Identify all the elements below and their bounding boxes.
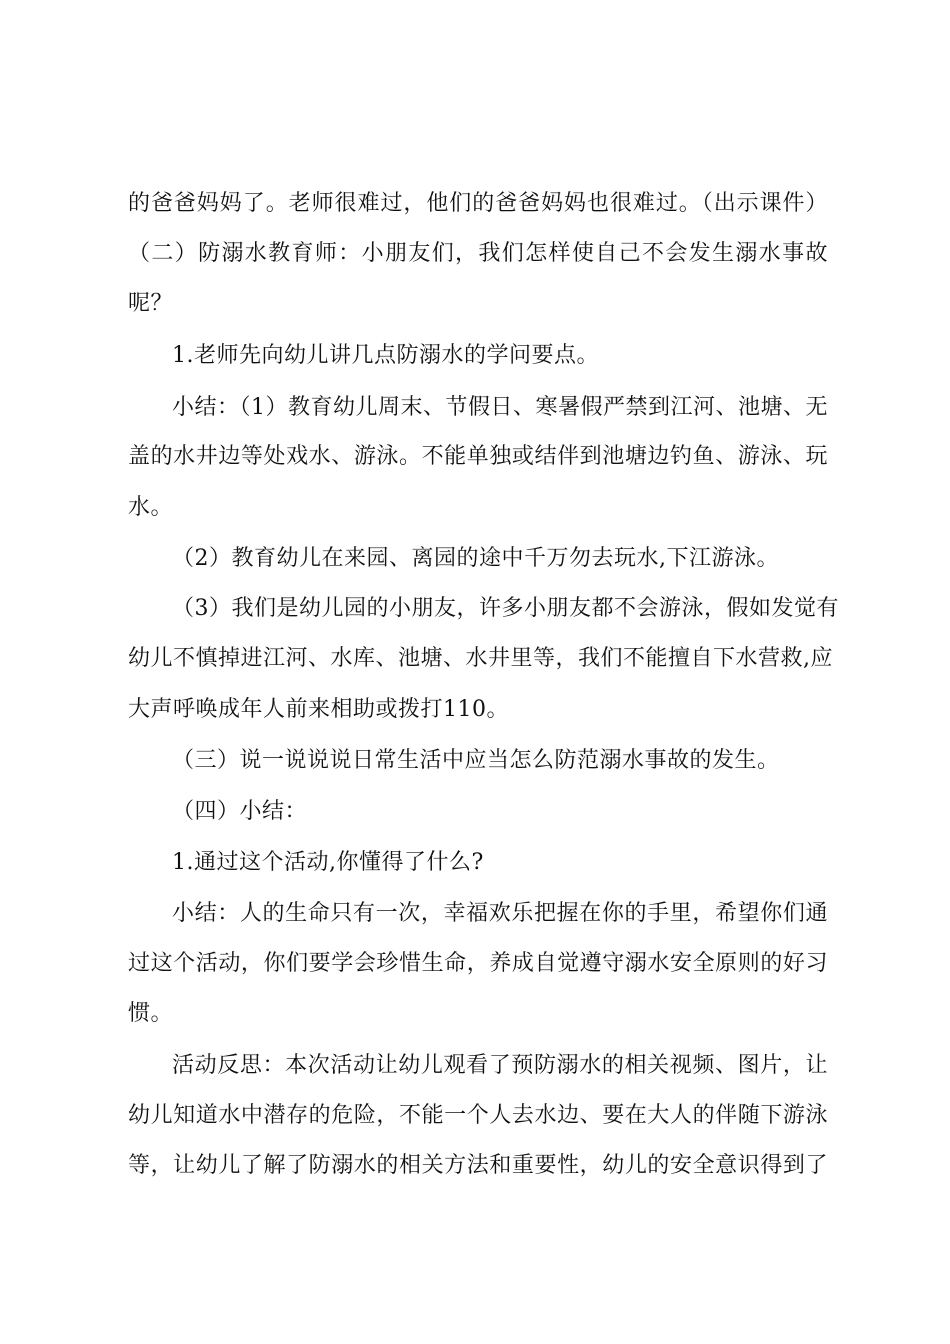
text-line: 幼儿不慎掉进江河、水库、池塘、水井里等，我们不能擅自下水营救,应 xyxy=(128,646,833,671)
text-line: 活动反思：本次活动让幼儿观看了预防溺水的相关视频、图片，让 xyxy=(172,1053,828,1078)
text-line: （三）说一说说说日常生活中应当怎么防范溺水事故的发生。 xyxy=(172,748,780,773)
text-line: 1.通过这个活动,你懂得了什么? xyxy=(172,850,484,875)
text-line: （二）防溺水教育师：小朋友们，我们怎样使自己不会发生溺水事故 xyxy=(128,241,828,266)
text-line: （2）教育幼儿在来园、离园的途中千万勿去玩水,下江游泳。 xyxy=(172,546,779,571)
text-line: 等，让幼儿了解了防溺水的相关方法和重要性，幼儿的安全意识得到了 xyxy=(128,1153,828,1178)
text-line: 幼儿知道水中潜存的危险，不能一个人去水边、要在大人的伴随下游泳 xyxy=(128,1103,828,1128)
text-line: 大声呼唤成年人前来相助或拨打110。 xyxy=(128,697,509,722)
text-line: 小结：（1）教育幼儿周末、节假日、寒暑假严禁到江河、池塘、无 xyxy=(172,395,828,420)
text-line: 惯。 xyxy=(128,1001,174,1026)
text-line: （四）小结： xyxy=(172,799,308,824)
text-line: （3）我们是幼儿园的小朋友，许多小朋友都不会游泳，假如发觉有 xyxy=(172,596,839,621)
text-line: 过这个活动，你们要学会珍惜生命，养成自觉遵守溺水安全原则的好习 xyxy=(128,951,828,976)
text-line: 盖的水井边等处戏水、游泳。不能单独或结伴到池塘边钓鱼、游泳、玩 xyxy=(128,444,828,469)
text-line: 呢？ xyxy=(128,291,174,316)
text-line: 1.老师先向幼儿讲几点防溺水的学问要点。 xyxy=(172,343,599,368)
text-line: 小结：人的生命只有一次，幸福欢乐把握在你的手里，希望你们通 xyxy=(172,901,828,926)
text-line: 水。 xyxy=(128,495,174,520)
text-line: 的爸爸妈妈了。老师很难过，他们的爸爸妈妈也很难过。（出示课件） xyxy=(128,191,828,216)
